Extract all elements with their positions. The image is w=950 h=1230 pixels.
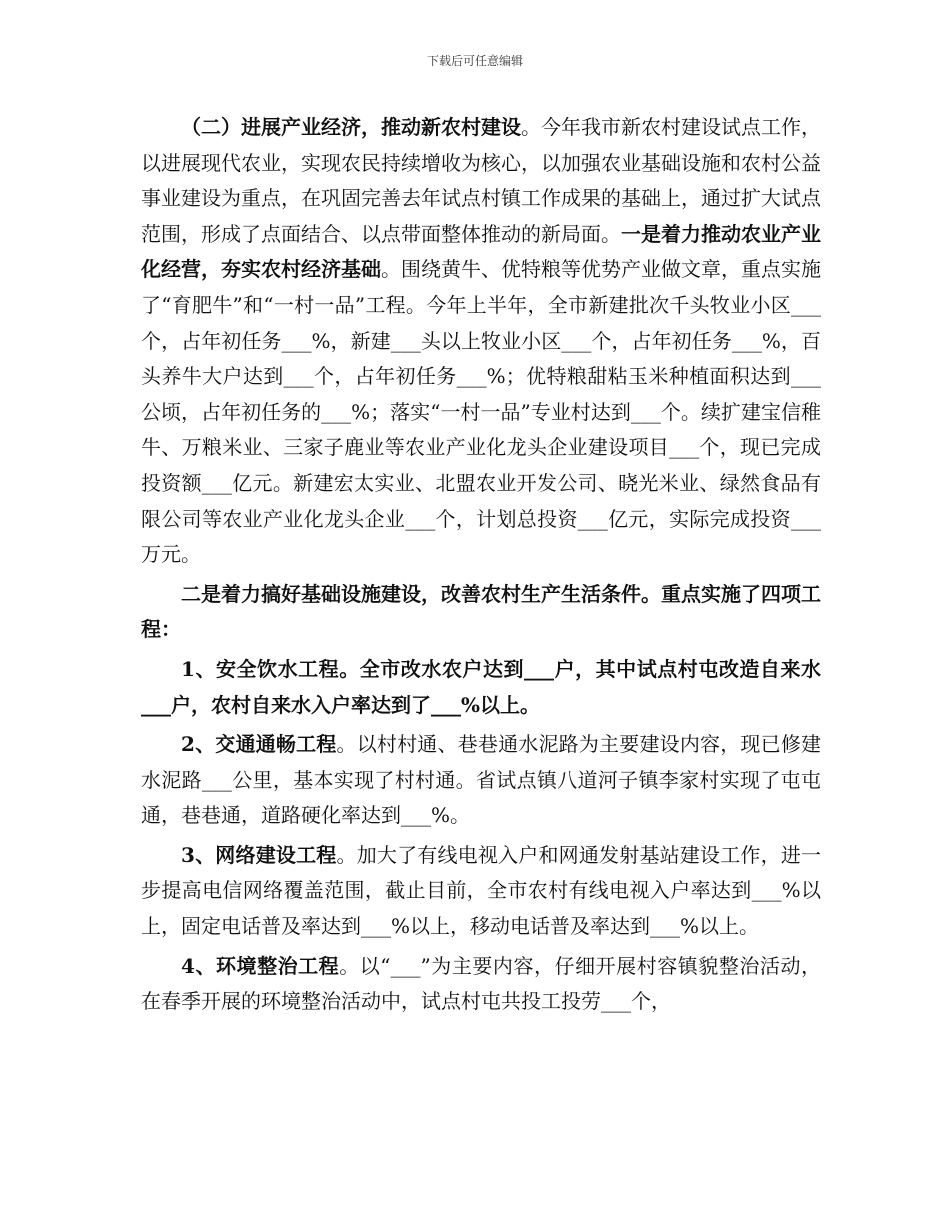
- environment-project-heading: 4、环境整治工程: [181, 953, 340, 978]
- paragraph-text: 。以村村通、巷巷通水泥路为主要建设内容，现已修建水泥路___公里，基本实现了村村通。省试点镇八道河子镇李家村实现了屯屯通，巷巷通，道路硬化率达到___%。: [141, 732, 822, 828]
- document-body: [141, 110, 821, 1021]
- paragraph-new-countryside: [141, 110, 821, 573]
- network-project-heading: 3、网络建设工程: [181, 842, 337, 867]
- point-two-heading: 二是着力搞好基础设施建设，改善农村生产生活条件。重点实施了四项工程：: [141, 581, 821, 642]
- section-heading: （二）进展产业经济，推动新农村建设: [181, 115, 521, 139]
- paragraph-text: 。围绕黄牛、优特粮等优势产业做文章，重点实施了“育肥牛”和“一村一品”工程。今年上半年，全市新建批次千头牧业小区___个，占年初任务___%，新建___头以上牧业小区___个，占年初任务___%，百头养牛大户达到___个，占年初任务___%；优特粮甜粘玉米种植面积达到___公顷，占年初任务的___%；落实“一村一品”专业村达到___个。续扩建宝信稚牛、万粮米业、三家子鹿业等农业产业化龙头企业建设项目___个，现已完成投资额___亿元。新建宏太实业、北盟农业开发公司、晓光米业、绿然食品有限公司等农业产业化龙头企业___个，计划总投资___亿元，实际完成投资___万元。: [141, 257, 821, 567]
- paragraph-text: 。加大了有线电视入户和网通发射基站建设工作，进一步提高电信网络覆盖范围，截止目前，全市农村有线电视入户率达到___%以上，固定电话普及率达到___%以上，移动电话普及率达到___%以上。: [141, 842, 822, 939]
- paragraph-network: [141, 838, 821, 945]
- water-project-text: 1、安全饮水工程。全市改水农户达到___户，其中试点村屯改造自来水___户，农村自来水入户率达到了___%以上。: [141, 656, 821, 717]
- paragraph-environment: [141, 949, 821, 1020]
- traffic-project-heading: 2、交通通畅工程: [181, 732, 337, 757]
- paragraph-infrastructure: [141, 577, 821, 648]
- paragraph-traffic: [141, 727, 821, 834]
- paragraph-text: 。以“___”为主要内容，仔细开展村容镇貌整治活动，在春季开展的环境整治活动中，试点村屯共投工投劳___个，: [141, 953, 821, 1014]
- page-header: 下载后可任意编辑: [426, 54, 523, 68]
- paragraph-text: 。今年我市新农村建设试点工作，以进展现代农业，实现农民持续增收为核心，以加强农业基础设施和农村公益事业建设为重点，在巩固完善去年试点村镇工作成果的基础上，通过扩大试点范围，形成了点面结合、以点带面整体推动的新局面。: [141, 115, 821, 246]
- point-one-heading: 一是着力推动农业产业化经营，夯实农村经济基础: [141, 221, 821, 282]
- paragraph-water: [141, 652, 821, 723]
